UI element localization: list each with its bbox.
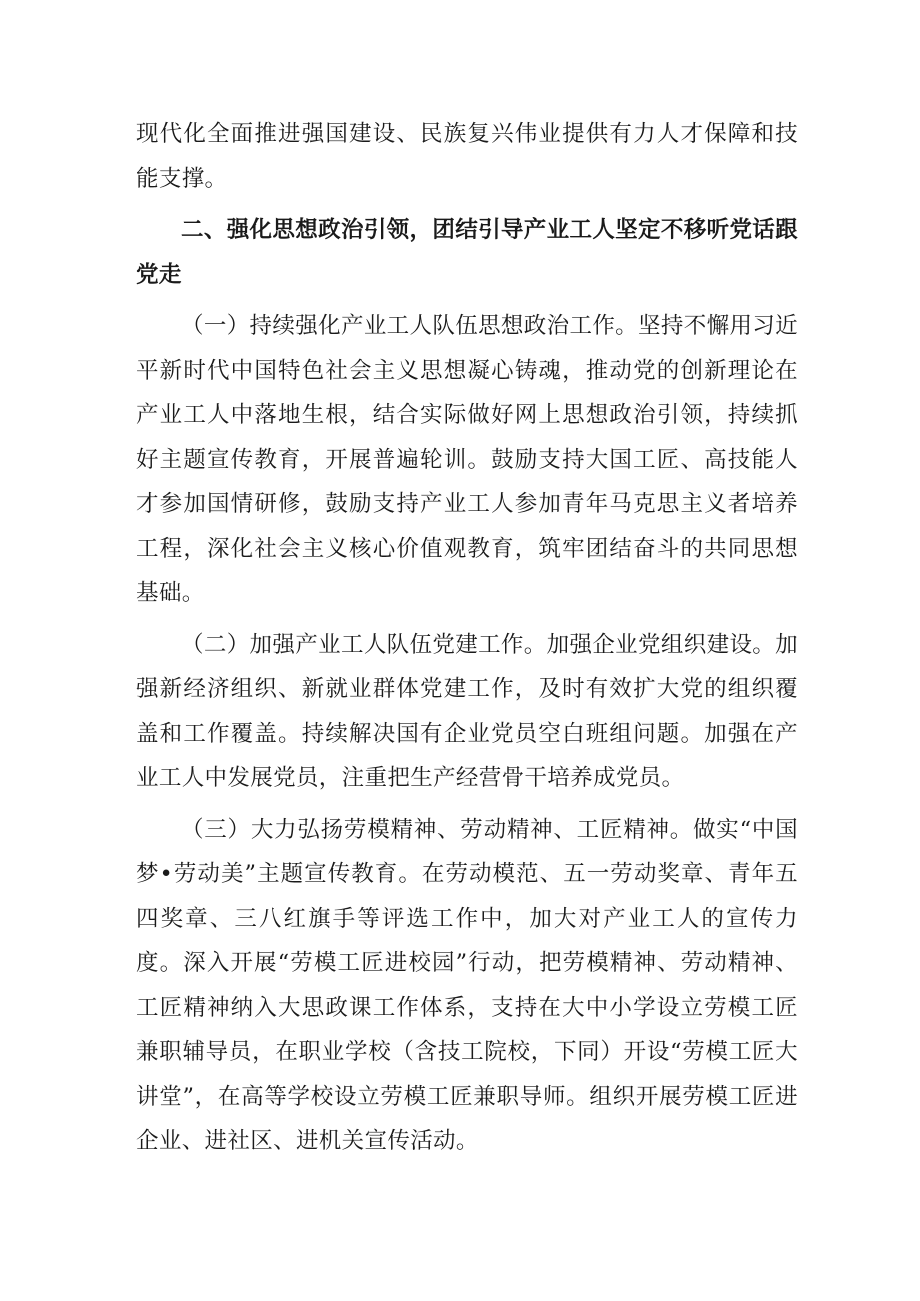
paragraph-gap bbox=[136, 297, 798, 304]
intro-continuation-paragraph: 现代化全面推进强国建设、民族复兴伟业提供有力人才保障和技能支撑。 bbox=[136, 121, 798, 192]
document-body bbox=[136, 112, 798, 1164]
paragraph-gap bbox=[136, 201, 798, 208]
paragraph-gap bbox=[136, 801, 798, 808]
paragraph-gap bbox=[136, 616, 798, 623]
paragraph-one: （一）持续强化产业工人队伍思想政治工作。坚持不懈用习近平新时代中国特色社会主义思想凝心铸魂，推动党的创新理论在产业工人中落地生根，结合实际做好网上思想政治引领，持续抓好主题宣传教育，开展普遍轮训。鼓励支持大国工匠、高技能人才参加国情研修，鼓励支持产业工人参加青年马克思主义者培养工程，深化社会主义核心价值观教育，筑牢团结奋斗的共同思想基础。 bbox=[136, 313, 798, 606]
section-heading: 二、强化思想政治引领，团结引导产业工人坚定不移听党话跟党走 bbox=[136, 217, 798, 288]
paragraph-three: （三）大力弘扬劳模精神、劳动精神、工匠精神。做实“中国梦•劳动美”主题宣传教育。在劳动模范、五一劳动奖章、青年五四奖章、三八红旗手等评选工作中，加大对产业工人的宣传力度。深入开展“劳模工匠进校园”行动，把劳模精神、劳动精神、工匠精神纳入大思政课工作体系，支持在大中小学设立劳模工匠兼职辅导员，在职业学校（含技工院校，下同）开设“劳模工匠大讲堂”，在高等学校设立劳模工匠兼职导师。组织开展劳模工匠进企业、进社区、进机关宣传活动。 bbox=[136, 816, 798, 1154]
paragraph-two: （二）加强产业工人队伍党建工作。加强企业党组织建设。加强新经济组织、新就业群体党建工作，及时有效扩大党的组织覆盖和工作覆盖。持续解决国有企业党员空白班组问题。加强在产业工人中发展党员，注重把生产经营骨干培养成党员。 bbox=[136, 631, 798, 791]
